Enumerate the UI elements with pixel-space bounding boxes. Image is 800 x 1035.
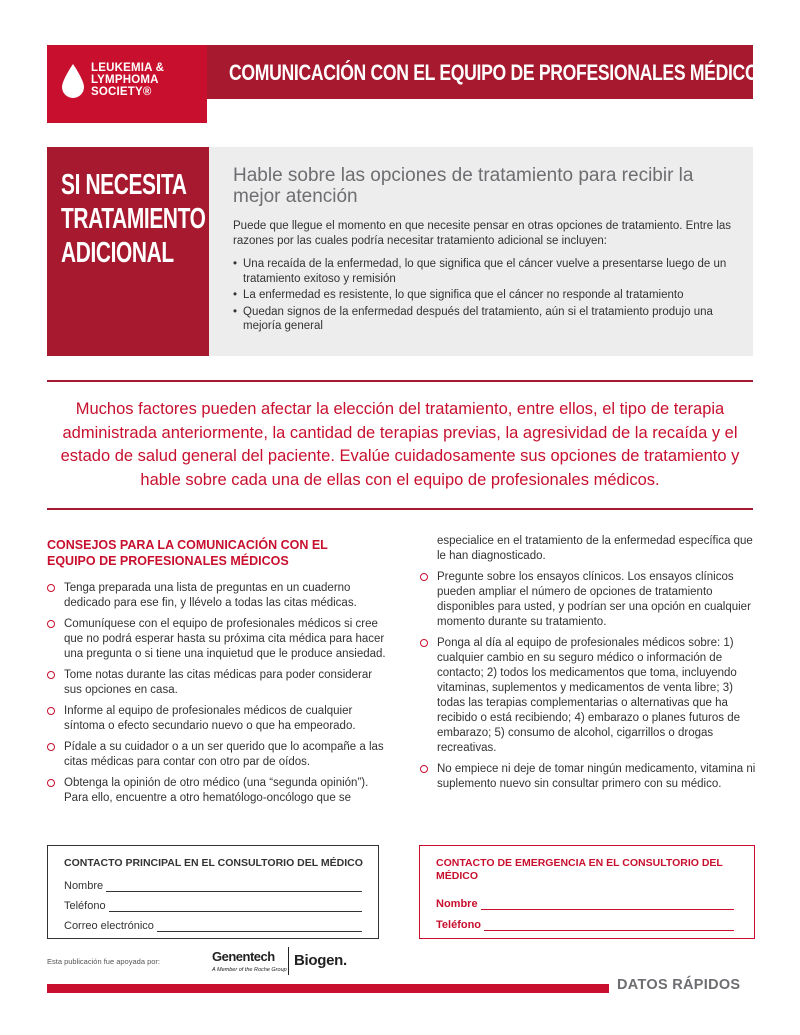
tip-text: Comuníquese con el equipo de profesionales médicos si cree que no podrá esperar hasta su próxima cita médica para hacer una pregunta o si tiene una inquietud que le produce ansiedad. <box>64 618 386 660</box>
circle-bullet-icon <box>420 765 428 773</box>
list-item <box>47 617 387 662</box>
list-item: • La enfermedad es resistente, lo que significa que el cáncer no responde al tratamiento <box>233 288 743 303</box>
tip-text: No empiece ni deje de tomar ningún medicamento, vitamina ni suplemento nuevo sin consultar primero con su médico. <box>437 763 756 790</box>
divider <box>47 380 753 382</box>
list-item <box>420 636 758 756</box>
lls-logo <box>47 45 207 123</box>
circle-bullet-icon <box>47 779 55 787</box>
tip-text: Informe al equipo de profesionales médicos de cualquier síntoma o efecto secundario nuevo o que ha empeorado. <box>64 705 356 732</box>
list-item <box>47 668 387 698</box>
tips-heading: CONSEJOS PARA LA COMUNICACIÓN CON EL EQUIPO DE PROFESIONALES MÉDICOS <box>47 538 328 568</box>
emergency-name-field[interactable] <box>436 898 734 910</box>
tip-text: Tenga preparada una lista de preguntas en un cuaderno dedicado para ese fin, y llévelo a todas las citas médicas. <box>64 582 357 609</box>
write-line <box>106 881 362 892</box>
section-intro: Puede que llegue el momento en que necesite pensar en otras opciones de tratamiento. Entre las razones por las cuales podría necesitar tratamiento adicional se incluyen: <box>233 220 732 247</box>
genentech-logo <box>212 951 287 976</box>
field-label: Teléfono <box>436 919 482 931</box>
tip-text: Pregunte sobre los ensayos clínicos. Los ensayos clínicos pueden ampliar el número de opciones de tratamiento disponibles para usted, y podrían ser una opción en cualquier momento durante su tratamiento. <box>437 571 751 628</box>
footer-label: DATOS RÁPIDOS <box>617 977 741 993</box>
field-label: Teléfono <box>64 900 106 912</box>
tip-text: Ponga al día al equipo de profesionales médicos sobre: 1) cualquier cambio en su seguro médico o información de contacto; 2) todos los medicamentos que toma, incluyendo vitaminas, suplementos y medicamentos de venta libre; 3) todas las terapias complementarias o alternativas que ha recibido o está recibiendo; 4) embarazo o planes futuros de embarazo; 5) consumo de alcohol, cigarrillos o drogas recreativas. <box>437 637 741 754</box>
email-field[interactable] <box>64 920 362 932</box>
field-label: Nombre <box>64 880 104 892</box>
circle-bullet-icon <box>420 573 428 581</box>
circle-bullet-icon <box>47 584 55 592</box>
footer-bar <box>47 984 609 993</box>
section-label-line: ADICIONAL <box>61 237 174 269</box>
header-band <box>207 45 770 99</box>
field-label: Correo electrónico <box>64 920 154 932</box>
list-item <box>47 704 387 734</box>
list-item <box>420 762 758 792</box>
name-field[interactable] <box>64 880 362 892</box>
logo-text-line: LEUKEMIA & <box>91 62 165 74</box>
emergency-phone-field[interactable] <box>436 919 734 931</box>
section-title: Hable sobre las opciones de tratamiento para recibir la mejor atención <box>233 165 694 207</box>
write-line <box>157 921 362 932</box>
section-label-line: SI NECESITA <box>61 169 187 201</box>
circle-bullet-icon <box>47 707 55 715</box>
field-label: Nombre <box>436 898 478 910</box>
logo-text-line: LYMPHOMA <box>91 74 159 86</box>
tip-text: Tome notas durante las citas médicas para poder considerar sus opciones en casa. <box>64 669 373 696</box>
logo-text-line: SOCIETY® <box>91 86 152 98</box>
section-label-line: TRATAMIENTO <box>61 203 206 235</box>
list-item: • Una recaída de la enfermedad, lo que significa que el cáncer vuelve a presentarse luego de un tratamiento exitoso y remisión <box>233 257 743 286</box>
list-item <box>47 581 387 611</box>
page-title: COMUNICACIÓN CON EL EQUIPO DE PROFESIONALES MÉDICOS <box>229 60 770 85</box>
tip-text: Obtenga la opinión de otro médico (una “segunda opinión”). Para ello, encuentre a otro hematólogo-oncólogo que se <box>64 777 369 804</box>
tip-continuation: especialice en el tratamiento de la enfermedad específica que le han diagnosticado. <box>437 535 753 562</box>
divider <box>47 508 753 510</box>
section-label-panel <box>47 147 209 356</box>
tip-text: Pídale a su cuidador o a un ser querido que lo acompañe a las citas médicas para contar con otro par de oídos. <box>64 741 384 768</box>
section-bullet-list <box>233 257 743 336</box>
blood-drop-icon <box>62 64 84 98</box>
list-item: • Quedan signos de la enfermedad después del tratamiento, aún si el tratamiento produjo una mejoría general <box>233 305 743 334</box>
primary-contact-box <box>47 845 379 939</box>
primary-contact-heading: CONTACTO PRINCIPAL EN EL CONSULTORIO DEL MÉDICO <box>64 857 363 869</box>
genentech-wordmark: Genentech <box>212 949 275 964</box>
write-line <box>481 899 734 910</box>
list-item <box>47 776 387 806</box>
sponsor-text: Esta publicación fue apoyada por: <box>47 957 160 966</box>
write-line <box>484 920 734 931</box>
pull-quote: Muchos factores pueden afectar la elección del tratamiento, entre ellos, el tipo de terapia administrada anteriormente, la cantidad de terapias previas, la agresividad de la recaída y el estado de salud general del paciente. Evalúe cuidadosamente sus opciones de tratamiento y hable sobre cada una de ellas con el equipo de profesionales médicos. <box>60 400 740 489</box>
list-item <box>47 740 387 770</box>
tips-list <box>420 570 758 792</box>
tips-list-left <box>47 581 387 812</box>
emergency-contact-box <box>419 845 755 939</box>
circle-bullet-icon <box>420 639 428 647</box>
circle-bullet-icon <box>47 671 55 679</box>
biogen-logo: Biogen. <box>294 952 347 969</box>
list-item <box>420 570 758 630</box>
circle-bullet-icon <box>47 743 55 751</box>
tips-list-right <box>420 534 758 798</box>
phone-field[interactable] <box>64 900 362 912</box>
genentech-tagline: A Member of the Roche Group <box>212 967 287 973</box>
circle-bullet-icon <box>47 620 55 628</box>
write-line <box>109 901 362 912</box>
emergency-contact-heading: CONTACTO DE EMERGENCIA EN EL CONSULTORIO DEL MÉDICO <box>436 857 723 882</box>
logo-separator <box>288 947 289 975</box>
